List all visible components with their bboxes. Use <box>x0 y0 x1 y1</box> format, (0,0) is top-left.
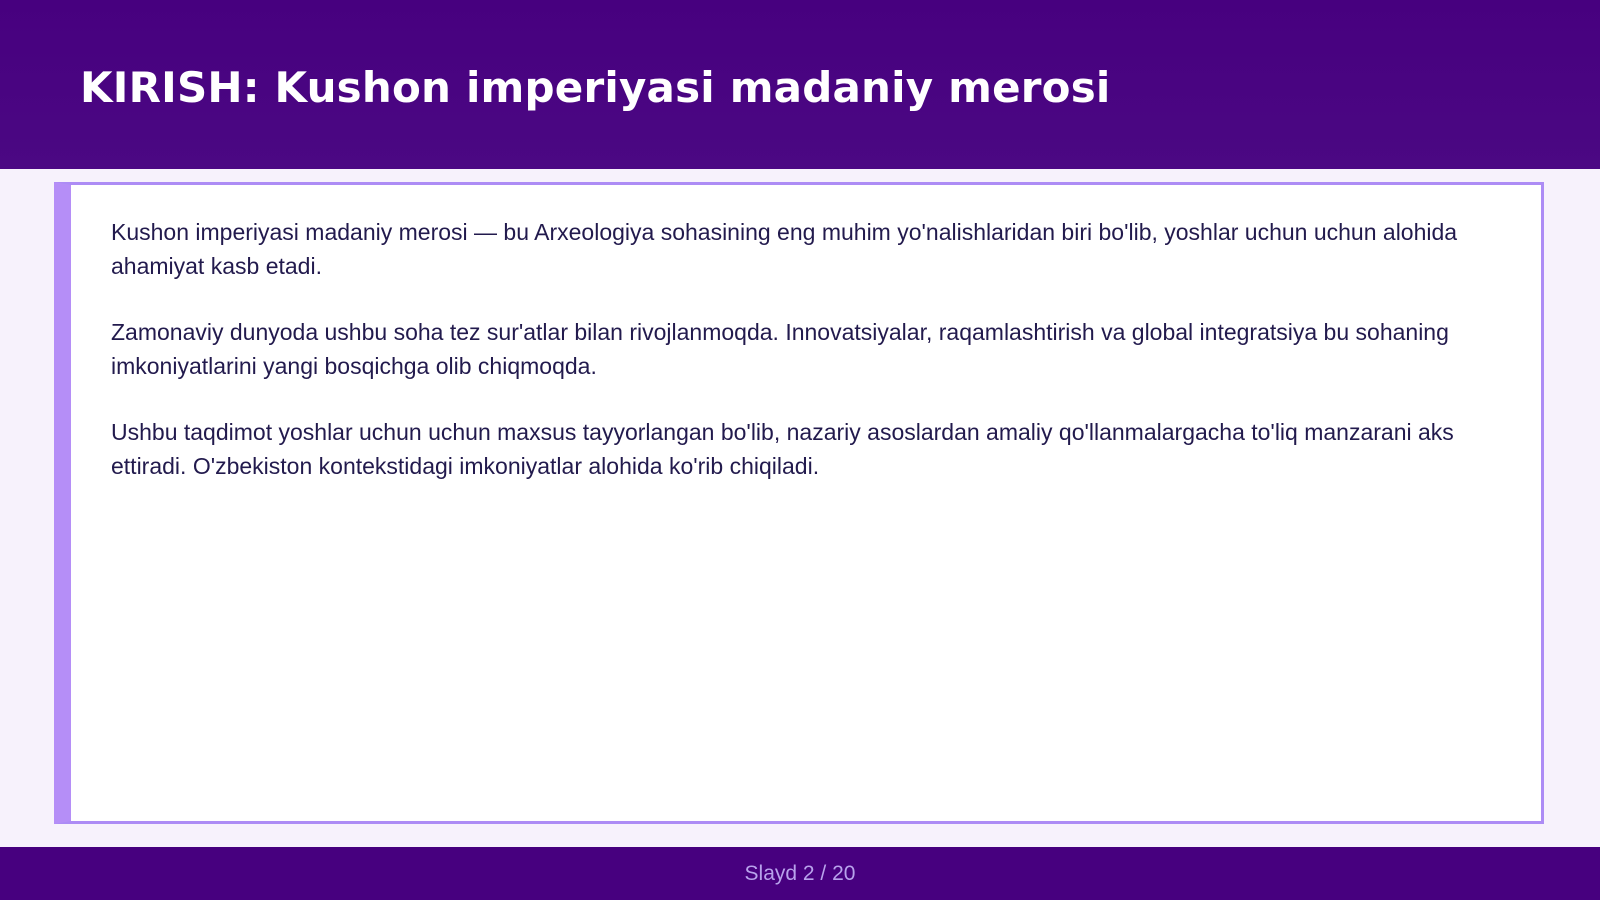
slide-title: KIRISH: Kushon imperiyasi madaniy merosi <box>80 63 1111 112</box>
slide-header <box>0 0 1600 169</box>
presentation-paragraph: Ushbu taqdimot yoshlar uchun uchun maxsus tayyorlangan bo'lib, nazariy asoslardan amaliy qo'llanmalargacha to'liq manzarani aks ettiradi. O'zbekiston kontekstidagi imkoniyatlar alohida ko'rib chiqiladi. <box>111 419 1454 479</box>
content-card <box>54 182 1544 824</box>
intro-paragraph: Kushon imperiyasi madaniy merosi — bu Arxeologiya sohasining eng muhim yo'nalishlaridan biri bo'lib, yoshlar uchun uchun alohida ahamiyat kasb etadi. <box>111 219 1458 279</box>
slide-counter: Slayd 2 / 20 <box>744 862 856 885</box>
development-paragraph: Zamonaviy dunyoda ushbu soha tez sur'atlar bilan rivojlanmoqda. Innovatsiyalar, raqamlashtirish va global integratsiya bu sohaning imkoniyatlarini yangi bosqichga olib chiqmoqda. <box>111 319 1449 379</box>
slide-footer <box>0 847 1600 900</box>
